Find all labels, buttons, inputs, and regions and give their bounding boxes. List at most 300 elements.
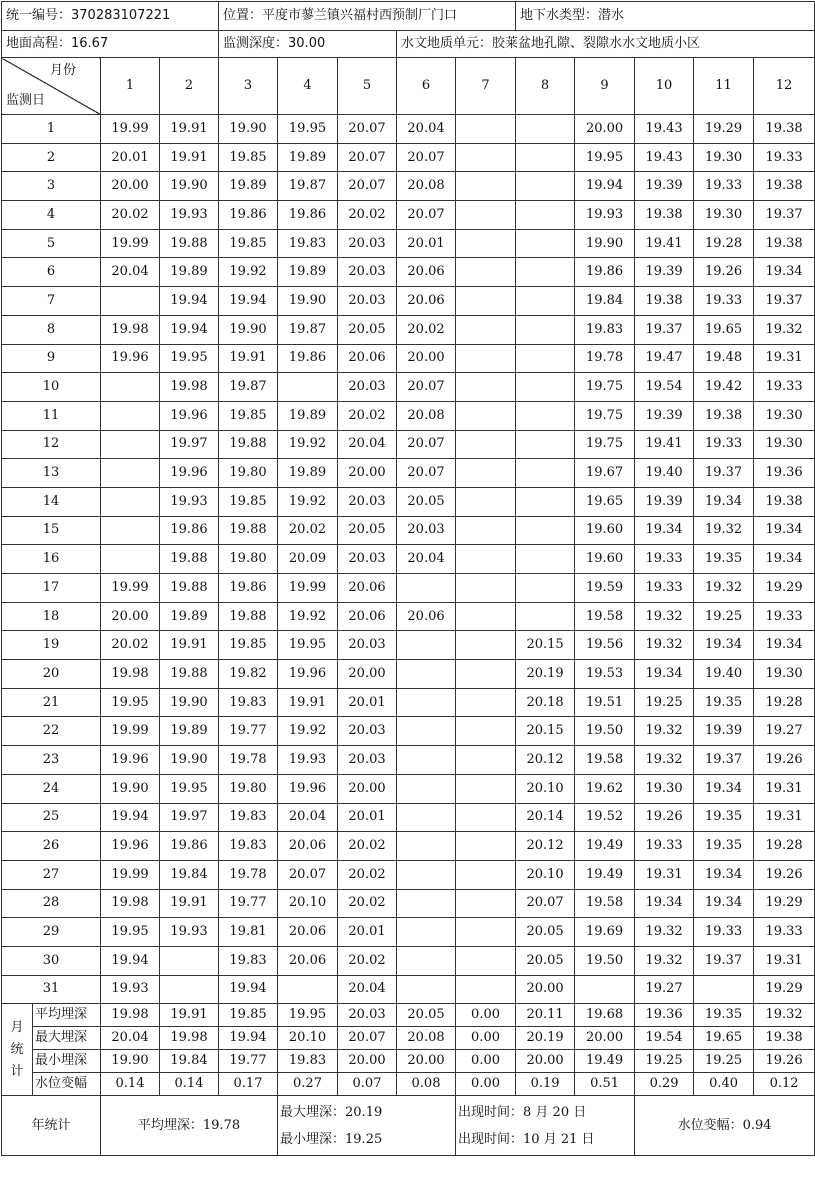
day-label: 7 (2, 287, 101, 316)
stat-cell: 0.19 (516, 1073, 575, 1096)
depth-cell (397, 774, 456, 803)
depth-cell (397, 688, 456, 717)
depth-cell: 20.04 (278, 803, 338, 832)
depth-cell: 20.01 (101, 143, 160, 172)
depth-cell: 19.40 (635, 459, 694, 488)
depth-cell: 19.98 (101, 889, 160, 918)
day-label: 17 (2, 574, 101, 603)
day-label: 25 (2, 803, 101, 832)
depth-cell: 19.35 (694, 688, 754, 717)
day-label: 14 (2, 487, 101, 516)
day-row (2, 344, 815, 373)
depth-cell: 19.62 (575, 774, 635, 803)
depth-cell: 19.38 (694, 401, 754, 430)
depth-cell: 19.80 (219, 459, 278, 488)
depth-cell: 19.89 (160, 258, 219, 287)
depth-cell: 19.99 (101, 574, 160, 603)
depth-cell: 19.99 (101, 115, 160, 144)
stat-cell: 20.08 (397, 1027, 456, 1050)
depth-cell: 19.93 (278, 746, 338, 775)
day-row (2, 201, 815, 230)
depth-cell: 19.34 (635, 889, 694, 918)
depth-cell (456, 688, 516, 717)
depth-cell: 19.58 (575, 602, 635, 631)
stat-cell: 0.08 (397, 1073, 456, 1096)
depth-cell: 20.04 (397, 545, 456, 574)
day-label: 2 (2, 143, 101, 172)
depth-cell: 20.15 (516, 717, 575, 746)
depth-cell: 19.36 (754, 459, 815, 488)
depth-cell: 20.07 (397, 201, 456, 230)
depth-cell: 19.83 (219, 946, 278, 975)
depth-cell (516, 229, 575, 258)
depth-cell: 20.12 (516, 746, 575, 775)
stat-cell: 20.19 (516, 1027, 575, 1050)
depth-cell: 20.03 (338, 229, 397, 258)
depth-cell: 19.75 (575, 430, 635, 459)
depth-cell: 19.43 (635, 115, 694, 144)
depth-cell: 19.33 (754, 918, 815, 947)
month-header-8: 8 (516, 58, 575, 115)
depth-cell: 19.90 (219, 115, 278, 144)
depth-cell: 19.35 (694, 832, 754, 861)
depth-cell: 19.80 (219, 774, 278, 803)
depth-cell: 20.07 (338, 115, 397, 144)
depth-cell: 19.34 (694, 860, 754, 889)
stat-cell: 19.35 (694, 1004, 754, 1027)
depth-cell (397, 975, 456, 1004)
depth-cell (516, 430, 575, 459)
day-row (2, 545, 815, 574)
monthly-stat-row (2, 1027, 815, 1050)
depth-cell (694, 975, 754, 1004)
stat-cell: 19.83 (278, 1050, 338, 1073)
depth-cell: 20.10 (278, 889, 338, 918)
depth-cell: 19.83 (575, 315, 635, 344)
day-row (2, 774, 815, 803)
depth-cell: 19.37 (694, 459, 754, 488)
depth-cell: 20.03 (338, 545, 397, 574)
depth-cell: 19.50 (575, 946, 635, 975)
depth-cell: 19.48 (694, 344, 754, 373)
day-label: 13 (2, 459, 101, 488)
stat-cell: 0.40 (694, 1073, 754, 1096)
depth-cell: 19.95 (278, 115, 338, 144)
stat-cell: 19.26 (754, 1050, 815, 1073)
depth-cell: 19.91 (278, 688, 338, 717)
day-row (2, 487, 815, 516)
depth-cell (101, 287, 160, 316)
depth-cell (397, 918, 456, 947)
depth-cell: 20.02 (338, 832, 397, 861)
day-row (2, 746, 815, 775)
depth-cell (160, 975, 219, 1004)
day-label: 30 (2, 946, 101, 975)
depth-cell: 19.56 (575, 631, 635, 660)
depth-cell: 20.04 (338, 975, 397, 1004)
day-row (2, 717, 815, 746)
stat-cell: 0.07 (338, 1073, 397, 1096)
day-row (2, 143, 815, 172)
depth-cell: 20.09 (278, 545, 338, 574)
depth-cell: 20.07 (397, 373, 456, 402)
depth-cell: 19.94 (219, 287, 278, 316)
annual-range: 水位变幅：0.94 (635, 1096, 815, 1156)
depth-cell: 19.88 (160, 574, 219, 603)
day-label: 4 (2, 201, 101, 230)
depth-cell: 19.32 (694, 516, 754, 545)
depth-cell: 19.98 (101, 315, 160, 344)
annual-stats-row (2, 1096, 815, 1156)
depth-cell: 20.00 (338, 660, 397, 689)
depth-cell: 19.30 (694, 143, 754, 172)
depth-cell: 20.05 (516, 946, 575, 975)
depth-cell: 20.02 (338, 946, 397, 975)
depth-cell: 19.97 (160, 430, 219, 459)
depth-cell: 20.06 (397, 602, 456, 631)
depth-cell: 20.02 (338, 201, 397, 230)
depth-cell: 19.90 (575, 229, 635, 258)
depth-cell: 19.88 (160, 660, 219, 689)
day-row (2, 229, 815, 258)
annual-max-depth: 最大埋深：20.19 (280, 1104, 383, 1120)
depth-cell (160, 946, 219, 975)
hydrogeologic-unit: 水文地质单元：胶莱盆地孔隙、裂隙水水文地质小区 (397, 31, 815, 58)
depth-cell: 20.03 (338, 287, 397, 316)
depth-cell: 19.27 (635, 975, 694, 1004)
depth-cell: 19.89 (278, 258, 338, 287)
depth-cell (516, 459, 575, 488)
group-label-char: 月 (10, 1019, 24, 1035)
day-row (2, 115, 815, 144)
depth-cell: 19.34 (635, 660, 694, 689)
depth-cell: 19.33 (694, 287, 754, 316)
depth-cell: 19.95 (575, 143, 635, 172)
depth-cell: 20.00 (397, 344, 456, 373)
depth-cell (456, 774, 516, 803)
depth-cell: 20.12 (516, 832, 575, 861)
depth-cell: 20.01 (338, 918, 397, 947)
depth-cell: 19.78 (575, 344, 635, 373)
depth-cell (456, 430, 516, 459)
depth-cell (516, 516, 575, 545)
depth-cell: 19.99 (101, 229, 160, 258)
depth-cell (575, 975, 635, 1004)
depth-cell: 20.03 (338, 746, 397, 775)
depth-cell: 19.86 (575, 258, 635, 287)
depth-cell: 19.34 (694, 631, 754, 660)
depth-cell: 19.98 (160, 373, 219, 402)
monthly-stat-row (2, 1004, 815, 1027)
depth-cell: 19.83 (278, 229, 338, 258)
day-label: 28 (2, 889, 101, 918)
depth-cell: 19.93 (160, 918, 219, 947)
depth-cell: 19.27 (754, 717, 815, 746)
day-row (2, 574, 815, 603)
stat-cell: 0.17 (219, 1073, 278, 1096)
depth-cell: 19.28 (754, 688, 815, 717)
corner-header (2, 58, 101, 115)
day-row (2, 602, 815, 631)
depth-cell: 19.33 (694, 918, 754, 947)
depth-cell: 19.89 (219, 172, 278, 201)
depth-cell: 19.35 (694, 545, 754, 574)
depth-cell: 19.85 (219, 401, 278, 430)
depth-cell: 19.32 (635, 946, 694, 975)
depth-cell (278, 373, 338, 402)
stat-cell: 20.11 (516, 1004, 575, 1027)
day-row (2, 172, 815, 201)
header-row-1 (2, 2, 815, 31)
month-header-5: 5 (338, 58, 397, 115)
depth-cell (516, 258, 575, 287)
depth-cell: 19.96 (160, 401, 219, 430)
depth-cell (456, 287, 516, 316)
stat-cell: 19.65 (694, 1027, 754, 1050)
depth-cell: 20.05 (516, 918, 575, 947)
depth-cell (456, 172, 516, 201)
depth-cell: 20.18 (516, 688, 575, 717)
depth-cell (101, 516, 160, 545)
depth-cell: 19.87 (278, 172, 338, 201)
depth-cell: 19.60 (575, 516, 635, 545)
monthly-stat-row (2, 1050, 815, 1073)
depth-cell: 19.75 (575, 401, 635, 430)
depth-cell (456, 143, 516, 172)
depth-cell: 19.92 (278, 717, 338, 746)
depth-cell: 19.28 (694, 229, 754, 258)
day-row (2, 660, 815, 689)
depth-cell: 19.41 (635, 430, 694, 459)
depth-cell (456, 832, 516, 861)
depth-cell: 19.58 (575, 889, 635, 918)
depth-cell: 19.37 (754, 201, 815, 230)
monthly-stats-group-label (2, 1004, 33, 1096)
depth-cell: 19.82 (219, 660, 278, 689)
depth-cell: 19.65 (575, 487, 635, 516)
stat-cell: 19.77 (219, 1050, 278, 1073)
stat-label: 最大埋深 (33, 1027, 101, 1050)
day-label: 11 (2, 401, 101, 430)
depth-cell: 19.94 (575, 172, 635, 201)
day-label: 22 (2, 717, 101, 746)
depth-cell: 20.07 (397, 143, 456, 172)
depth-cell: 19.98 (101, 660, 160, 689)
month-header-7: 7 (456, 58, 516, 115)
depth-cell: 19.33 (754, 373, 815, 402)
day-row (2, 401, 815, 430)
depth-cell: 19.85 (219, 631, 278, 660)
day-label: 24 (2, 774, 101, 803)
depth-cell: 20.04 (397, 115, 456, 144)
depth-cell: 19.33 (754, 602, 815, 631)
depth-cell: 19.32 (635, 746, 694, 775)
stat-label: 最小埋深 (33, 1050, 101, 1073)
depth-cell: 19.93 (160, 201, 219, 230)
depth-cell: 19.88 (219, 602, 278, 631)
depth-cell: 19.91 (160, 889, 219, 918)
depth-cell: 19.89 (278, 143, 338, 172)
depth-cell (456, 401, 516, 430)
day-row (2, 860, 815, 889)
depth-cell: 19.92 (219, 258, 278, 287)
depth-cell (101, 401, 160, 430)
depth-cell (456, 946, 516, 975)
depth-cell (516, 115, 575, 144)
day-label: 29 (2, 918, 101, 947)
stat-cell: 19.91 (160, 1004, 219, 1027)
ground-elevation: 地面高程：16.67 (2, 31, 219, 58)
depth-cell (516, 373, 575, 402)
depth-cell: 20.04 (338, 430, 397, 459)
stat-cell: 20.05 (397, 1004, 456, 1027)
depth-cell: 19.90 (160, 172, 219, 201)
depth-cell: 20.03 (338, 717, 397, 746)
depth-cell: 20.19 (516, 660, 575, 689)
depth-cell: 19.86 (278, 201, 338, 230)
depth-cell: 19.30 (635, 774, 694, 803)
depth-cell (456, 717, 516, 746)
depth-cell: 19.32 (694, 574, 754, 603)
stat-cell: 19.54 (635, 1027, 694, 1050)
day-row (2, 803, 815, 832)
depth-cell: 19.96 (101, 746, 160, 775)
depth-cell: 19.33 (694, 430, 754, 459)
annual-max-time: 出现时间：8 月 20 日 (458, 1104, 587, 1120)
depth-cell: 19.30 (754, 401, 815, 430)
depth-cell: 20.14 (516, 803, 575, 832)
depth-cell: 19.80 (219, 545, 278, 574)
depth-cell: 19.31 (754, 803, 815, 832)
depth-cell (397, 717, 456, 746)
depth-cell: 19.50 (575, 717, 635, 746)
depth-cell: 20.02 (101, 631, 160, 660)
day-label: 9 (2, 344, 101, 373)
depth-cell (516, 315, 575, 344)
depth-cell: 20.07 (278, 860, 338, 889)
day-label: 8 (2, 315, 101, 344)
depth-cell (397, 746, 456, 775)
depth-cell: 19.69 (575, 918, 635, 947)
stat-cell: 20.07 (338, 1027, 397, 1050)
depth-cell: 20.07 (516, 889, 575, 918)
stat-cell: 19.98 (160, 1027, 219, 1050)
depth-cell (456, 459, 516, 488)
depth-cell: 19.67 (575, 459, 635, 488)
month-header-4: 4 (278, 58, 338, 115)
depth-cell: 19.37 (754, 287, 815, 316)
depth-cell: 19.58 (575, 746, 635, 775)
depth-cell: 19.85 (219, 487, 278, 516)
depth-cell: 20.02 (338, 889, 397, 918)
depth-cell: 19.90 (101, 774, 160, 803)
depth-cell: 19.89 (278, 401, 338, 430)
depth-cell: 19.38 (754, 115, 815, 144)
depth-cell: 20.01 (338, 688, 397, 717)
day-row (2, 975, 815, 1004)
depth-cell: 19.39 (635, 172, 694, 201)
depth-cell (397, 946, 456, 975)
depth-cell (516, 545, 575, 574)
stat-cell: 19.68 (575, 1004, 635, 1027)
depth-cell (456, 803, 516, 832)
stat-cell: 20.03 (338, 1004, 397, 1027)
depth-cell: 19.96 (160, 459, 219, 488)
depth-cell: 19.88 (219, 516, 278, 545)
day-label: 20 (2, 660, 101, 689)
month-header-10: 10 (635, 58, 694, 115)
month-header-3: 3 (219, 58, 278, 115)
depth-cell: 19.29 (754, 574, 815, 603)
depth-cell (456, 660, 516, 689)
depth-cell: 20.06 (278, 946, 338, 975)
depth-cell: 19.47 (635, 344, 694, 373)
depth-cell: 19.90 (160, 688, 219, 717)
depth-cell: 19.34 (754, 258, 815, 287)
depth-cell: 19.38 (635, 287, 694, 316)
depth-cell (516, 172, 575, 201)
depth-cell: 19.89 (160, 602, 219, 631)
depth-cell: 19.34 (635, 516, 694, 545)
depth-cell (101, 373, 160, 402)
depth-cell: 19.33 (754, 143, 815, 172)
day-label: 10 (2, 373, 101, 402)
depth-cell: 19.91 (160, 143, 219, 172)
depth-cell: 19.31 (754, 946, 815, 975)
depth-cell: 19.51 (575, 688, 635, 717)
depth-cell: 19.26 (694, 258, 754, 287)
depth-cell: 19.25 (635, 688, 694, 717)
depth-cell (516, 201, 575, 230)
depth-cell: 20.02 (278, 516, 338, 545)
day-row (2, 516, 815, 545)
stat-label: 平均埋深 (33, 1004, 101, 1027)
depth-cell: 19.96 (101, 832, 160, 861)
depth-cell: 20.02 (101, 201, 160, 230)
annual-max-min (278, 1096, 456, 1156)
depth-cell: 19.88 (219, 430, 278, 459)
depth-cell: 19.85 (219, 229, 278, 258)
depth-cell: 19.28 (754, 832, 815, 861)
depth-cell: 19.89 (278, 459, 338, 488)
day-label: 19 (2, 631, 101, 660)
header-row-2 (2, 31, 815, 58)
month-header-12: 12 (754, 58, 815, 115)
depth-cell: 19.93 (101, 975, 160, 1004)
depth-cell (516, 602, 575, 631)
depth-cell: 19.30 (754, 430, 815, 459)
depth-cell: 20.02 (338, 401, 397, 430)
annual-occurrence-times (456, 1096, 635, 1156)
stat-cell: 20.00 (575, 1027, 635, 1050)
depth-cell: 19.83 (219, 803, 278, 832)
depth-cell (397, 803, 456, 832)
stat-cell: 0.14 (101, 1073, 160, 1096)
depth-cell: 19.49 (575, 832, 635, 861)
depth-cell: 19.93 (160, 487, 219, 516)
stat-cell: 0.00 (456, 1027, 516, 1050)
month-header-row (2, 58, 815, 115)
stat-cell: 20.00 (338, 1050, 397, 1073)
depth-cell (101, 487, 160, 516)
depth-cell (456, 631, 516, 660)
group-label-char: 计 (10, 1063, 24, 1079)
depth-cell: 19.34 (754, 516, 815, 545)
depth-cell: 19.31 (635, 860, 694, 889)
depth-cell: 20.00 (338, 774, 397, 803)
depth-cell: 19.95 (278, 631, 338, 660)
depth-cell: 19.94 (101, 803, 160, 832)
